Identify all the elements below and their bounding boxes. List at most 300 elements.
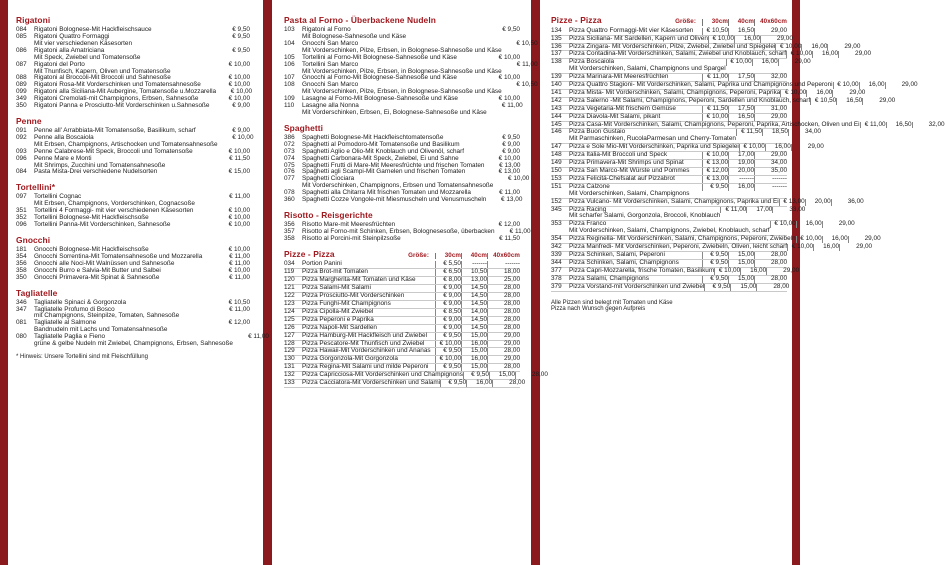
item-name xyxy=(34,307,214,321)
item-name xyxy=(569,268,714,275)
item-number: 081 xyxy=(16,319,27,327)
pizza-price: € 9,50 xyxy=(702,252,728,259)
item-description: Mit scharfer Salami, Gorgonzola, Broccoli, Knoblauch xyxy=(569,212,721,220)
item-number: 104 xyxy=(284,39,295,47)
item-number: 378 xyxy=(551,274,562,282)
item-number: 034 xyxy=(284,260,295,268)
item-number: 144 xyxy=(551,112,562,120)
item-price: € 11,50 xyxy=(229,154,250,162)
pizza-price: € 9,50 xyxy=(702,260,728,267)
pizza-price: 28,00 xyxy=(487,348,520,355)
item-name xyxy=(569,252,702,259)
pizza-price: 29,00 xyxy=(791,144,824,151)
pizza-price: 34,00 xyxy=(788,129,821,136)
menu-item xyxy=(284,102,523,117)
pizza-note-line: Pizza nach Wunsch gegen Aufpreis xyxy=(551,305,646,312)
menu-item xyxy=(16,307,250,321)
item-title: Pizza Mista- Mit Vorderschinken, Salami, Champignons, Peperoni, Paprika xyxy=(569,88,781,96)
item-title: Gnocchi Burro e Salvia-Mit Butter und Salbei xyxy=(34,266,161,274)
pizza-price: 14,50 xyxy=(461,293,487,300)
menu-item xyxy=(16,320,250,334)
item-name xyxy=(569,51,786,58)
item-number: 152 xyxy=(551,197,562,205)
item-number: 148 xyxy=(551,151,562,159)
pizza-item xyxy=(284,379,526,388)
item-price: € 9,50 xyxy=(232,26,250,34)
item-number: 108 xyxy=(284,81,295,89)
pizza-price: 14,50 xyxy=(461,285,487,292)
pizza-price: 29,00 xyxy=(754,114,787,121)
pizza-price: 16,00 xyxy=(812,51,838,58)
item-name xyxy=(34,103,214,110)
pizza-price: € 10,00 xyxy=(708,36,734,43)
item-description: Mit Bolognese-Sahnesoße und Käse xyxy=(302,32,407,40)
item-title: Spaghetti Aglio e Olio-Mit Knoblauch und Olivenöl, scharf xyxy=(302,147,464,155)
item-number: 103 xyxy=(284,26,295,34)
item-name xyxy=(302,293,435,300)
pizza-price: 28,00 xyxy=(515,372,548,379)
pizza-price: € 10,00 xyxy=(739,144,765,151)
pizza-note-line: Alle Pizzen sind belegt mit Tomaten und Käse xyxy=(551,299,673,306)
pizza-price: 16,00 xyxy=(461,356,487,363)
item-price: € 10,00 xyxy=(498,74,520,82)
item-price: € 11,00 xyxy=(229,305,250,313)
item-number: 143 xyxy=(551,104,562,112)
pizza-price: € 11,00 xyxy=(702,74,728,81)
pizza-price: 28,00 xyxy=(487,364,520,371)
item-name xyxy=(34,62,214,76)
pizza-price: € 10,00 xyxy=(780,90,806,97)
item-number: 151 xyxy=(551,182,562,190)
section-title: Rigatoni xyxy=(16,15,51,25)
item-number: 129 xyxy=(284,347,295,355)
center-left-stripe xyxy=(263,0,272,565)
item-number: 076 xyxy=(284,168,295,176)
item-title: Gnocchi Primavera-Mit Spinat & Sahnesoße xyxy=(34,273,160,281)
item-number: 105 xyxy=(284,53,295,61)
section-title: Spaghetti xyxy=(284,122,324,133)
pizza-price: € 13,00 xyxy=(702,160,728,167)
pizza-price: 14,50 xyxy=(461,317,487,324)
item-title: Pizza Capri-Mozzarella, frische Tomaten, Basilikum xyxy=(569,266,715,274)
pizza-price: € 10,00 xyxy=(775,44,801,51)
item-number: 109 xyxy=(284,95,295,103)
item-title: Penne Calabrese-Mit Speck, Broccoli und Tomatensoße xyxy=(34,147,193,155)
pizza-price: 28,00 xyxy=(756,284,789,291)
item-title: Pizza Gorgonzola-Mit Gorgonzola xyxy=(302,355,398,363)
item-price: € 11,00 xyxy=(509,227,531,235)
pizza-price: 28,00 xyxy=(487,301,520,308)
item-name xyxy=(302,285,435,292)
pizza-price: 15,00 xyxy=(728,260,754,267)
item-title: Rigatoni al Forno xyxy=(302,26,351,34)
item-name xyxy=(302,277,435,284)
pizza-price: ------- xyxy=(461,261,487,268)
pizza-price: € 6,50 xyxy=(435,269,461,276)
item-price: € 10,00 xyxy=(228,214,250,222)
footnote: * Hinweis: Unsere Tortellini sind mit Fleischfüllung xyxy=(16,354,148,361)
menu-item xyxy=(16,62,250,76)
item-title: Pizza Brot-mit Tomaten xyxy=(302,268,368,276)
item-number: 350 xyxy=(16,273,27,281)
pizza-price: 29,00 xyxy=(487,341,520,348)
pizza-price: 16,00 xyxy=(796,221,822,228)
item-description: Bandnudeln mit Lachs und Tomatensahnesoße xyxy=(34,326,168,334)
pizza-price: 28,00 xyxy=(487,309,520,316)
size-column: 30cm xyxy=(702,19,728,26)
pizza-price: 28,00 xyxy=(754,252,787,259)
pizza-price: 14,50 xyxy=(461,325,487,332)
item-title: Rigatoni Rosa-Mit Vorderschinken und Tomatensahnesoße xyxy=(34,81,201,89)
item-description: Mit Vorderschinken, Pilze, Erbsen, in Bolognese-Sahnesoße und Käse xyxy=(302,67,502,75)
item-number: 097 xyxy=(16,193,27,201)
item-title: Gnocchi Sorrentina-Mit Tomatensahnesoße und Mozzarella xyxy=(34,252,203,260)
menu-section xyxy=(16,15,253,110)
item-title: Rigatoni al Broccoli-Mit Broccoli und Sahnesoße xyxy=(34,74,171,82)
menu-item xyxy=(284,81,538,96)
item-number: 136 xyxy=(551,42,562,50)
item-number: 123 xyxy=(284,300,295,308)
item-title: Pizza Vorstand-mit Vorderschinken und Zwiebel xyxy=(569,282,705,290)
pizza-price: 18,50 xyxy=(762,129,788,136)
item-title: Portion Panini xyxy=(302,260,342,268)
item-number: 181 xyxy=(16,246,27,254)
item-title: Pizza Vegetaria-Mit frischem Gemüse xyxy=(569,104,676,112)
item-title: Rigatoni del Porto xyxy=(34,60,85,68)
size-column: 30cm xyxy=(435,253,461,260)
pizza-price: € 9,50 xyxy=(702,276,728,283)
item-name xyxy=(302,325,435,332)
item-name xyxy=(302,356,435,363)
item-title: Lasagne al Forno-Mit Bolognese-Sahnesoße und Käse xyxy=(302,95,458,103)
item-number: 130 xyxy=(284,355,295,363)
pizza-price: ------- xyxy=(754,184,787,191)
pizza-price: 16,00 xyxy=(859,82,885,89)
item-number: 075 xyxy=(284,161,295,169)
item-price: € 15,00 xyxy=(228,168,250,176)
item-price: € 9,50 xyxy=(502,26,520,34)
item-description: Mit Erbsen, Champignons, Vorderschinken, Cognacsoße xyxy=(34,200,195,208)
pizza-price: € 10,00 xyxy=(726,59,752,66)
item-number: 356 xyxy=(284,221,295,229)
pizza-price: 16,00 xyxy=(765,144,791,151)
item-number: 096 xyxy=(16,154,27,162)
menu-section xyxy=(284,122,530,204)
item-price: € 11,50 xyxy=(499,234,520,242)
item-title: Spaghetti Bolognese-Mit Hackfleischtomatensoße xyxy=(302,133,444,141)
item-name xyxy=(302,333,435,340)
item-title: Pizza Napoli-Mit Sardellen xyxy=(302,323,377,331)
menu-item xyxy=(16,34,250,48)
pizza-price: 15,00 xyxy=(461,348,487,355)
item-number: 099 xyxy=(16,88,27,96)
item-title: Pizza Schinken, Salami, Peperoni xyxy=(569,250,665,258)
pizza-price: 35,00 xyxy=(754,168,787,175)
menu-section xyxy=(16,236,250,282)
pizza-price: 33,00 xyxy=(772,207,805,214)
item-number: 140 xyxy=(551,81,562,89)
item-title: Tortellini San Marco xyxy=(302,60,359,68)
item-title: Penne Mare e Monti xyxy=(34,154,92,162)
item-title: Gnocchi Bolognese-Mit Hackfleischsoße xyxy=(34,246,149,254)
pizza-header xyxy=(284,250,520,260)
item-title: Rigatoni Cremolati-mit Champignons, Erbsen, Sahnesoße xyxy=(34,95,199,103)
section-title: Pasta al Forno - Überbackene Nudeln xyxy=(284,15,436,25)
item-name xyxy=(302,348,435,355)
pizza-price: ------- xyxy=(728,176,754,183)
item-price: € 9,00 xyxy=(232,127,250,135)
pizza-price: 16,50 xyxy=(886,122,912,129)
item-title: Spaghetti al Pomodoro-Mit Tomatensoße und Basilikum xyxy=(302,140,460,148)
item-number: 342 xyxy=(551,243,562,251)
pizza-price: 31,00 xyxy=(754,106,787,113)
pizza-price: 16,00 xyxy=(801,44,827,51)
pizza-price: 29,00 xyxy=(885,82,918,89)
item-number: 074 xyxy=(284,154,295,162)
size-header xyxy=(675,19,787,26)
pizza-price: € 9,50 xyxy=(440,380,466,387)
pizza-price: 19,00 xyxy=(728,160,754,167)
item-price: € 11,00 xyxy=(229,193,250,201)
item-number: 377 xyxy=(551,266,562,274)
item-title: Risotto al Forno-mit Schinken, Erbsen, Bolognesesoße, überbacken xyxy=(302,227,495,235)
item-title: Gnocchi alle Noci-Mit Walnüssen und Sahnesoße xyxy=(34,259,175,267)
size-column: 40cm xyxy=(728,19,754,26)
pizza-price: 28,00 xyxy=(754,276,787,283)
section-title: Risotto - Reisgerichte xyxy=(284,210,373,220)
item-name xyxy=(302,341,435,348)
menu-item xyxy=(16,103,250,110)
item-name xyxy=(34,334,233,348)
item-title: Pizza San Marco-Mit Würste und Pommes xyxy=(569,167,690,174)
item-name xyxy=(302,103,487,117)
item-title: Risotto al Porcini-mit Steinpilzsoße xyxy=(302,234,401,242)
pizza-item xyxy=(551,205,806,222)
pizza-price: 16,00 xyxy=(752,59,778,66)
menu-item xyxy=(16,48,250,62)
item-price: € 11,00 xyxy=(516,60,538,68)
pizza-price: € 9,00 xyxy=(435,293,461,300)
section-title: Tagliatelle xyxy=(16,287,58,298)
item-number: 146 xyxy=(551,128,562,136)
item-title: Pizza Siciliana- Mit Sardellen, Kapern und Oliven xyxy=(569,34,708,42)
item-name xyxy=(569,36,708,43)
item-price: € 10,00 xyxy=(228,246,250,254)
pizza-price: € 10,00 xyxy=(714,268,740,275)
item-title: Gnocchi al Forno-Mit Bolognese-Sahnesoße und Käse xyxy=(302,74,457,82)
pizza-price: € 9,50 xyxy=(702,184,728,191)
item-name xyxy=(302,27,484,41)
item-title: Rigatoni alla Amatriciana xyxy=(34,46,105,54)
item-price: € 9,00 xyxy=(502,147,520,155)
item-title: Pizza Reginella- Mit Vorderschinken, Salami, Champignons, Peperoni, Zwiebeln xyxy=(569,235,796,243)
item-name xyxy=(302,176,493,190)
item-name xyxy=(34,34,214,48)
item-price: € 10,00 xyxy=(498,95,520,103)
item-name xyxy=(34,275,214,282)
item-name xyxy=(34,169,214,176)
pizza-price: € 10,00 xyxy=(435,356,461,363)
item-title: Penne all' Arrabbiata-Mit Tomatensoße, Basilikum, scharf xyxy=(34,127,196,135)
item-price: € 10,00 xyxy=(228,221,250,229)
item-description: Mit Vorderschinken, Pilze, Erbsen, in Bolognese-Sahnesoße und Käse xyxy=(302,46,502,54)
item-title: Pizza Prosciutto-Mit Vorderschinken xyxy=(302,292,405,300)
pizza-price: 17,50 xyxy=(728,106,754,113)
menu-item xyxy=(284,175,530,190)
pizza-price: € 11,00 xyxy=(860,122,886,129)
pizza-item xyxy=(551,184,787,199)
item-number: 119 xyxy=(284,268,295,276)
pizza-price: 28,00 xyxy=(492,380,525,387)
item-title: Tortellini al Forno-Mit Bolognese-Sahnesoße und Käse xyxy=(302,53,457,61)
menu-item xyxy=(16,156,250,170)
pizza-price: 16,00 xyxy=(806,90,832,97)
item-name xyxy=(569,106,702,113)
item-number: 142 xyxy=(551,96,562,104)
pizza-price: 29,00 xyxy=(822,221,855,228)
item-name xyxy=(569,114,702,121)
item-title: Spaghetti alla Chitarra Mit frischen Tomaten und Mozzarella xyxy=(302,189,471,197)
item-name xyxy=(34,194,214,208)
item-title: Pizza Quattro Formaggi-Mit vier Käsesorten xyxy=(569,26,694,34)
menu-section xyxy=(16,115,254,176)
item-price: € 13,00 xyxy=(498,168,520,176)
pizza-price: 29,00 xyxy=(778,59,811,66)
item-name xyxy=(302,197,486,204)
item-title: Tagliatelle al Salmone xyxy=(34,319,97,327)
pizza-price: 15,00 xyxy=(461,333,487,340)
section-title: Gnocchi xyxy=(16,234,51,245)
size-label: Größe: xyxy=(408,251,429,259)
item-price: € 13,00 xyxy=(501,196,523,204)
item-name xyxy=(569,144,739,151)
item-name xyxy=(302,301,435,308)
item-name xyxy=(569,176,702,183)
item-description: Mit Vorderschinken, Salami, Champignons, Zwiebel, Knoblauch, scharf xyxy=(569,227,770,235)
pizza-price: 20,00 xyxy=(728,168,754,175)
pizza-price: € 11,50 xyxy=(736,129,762,136)
menu-item xyxy=(284,60,538,76)
item-price: € 10,00 xyxy=(228,147,250,155)
menu-item xyxy=(16,275,250,282)
item-price: € 10,50 xyxy=(516,81,538,89)
pizza-price: 32,00 xyxy=(754,74,787,81)
item-number: 344 xyxy=(551,258,562,266)
item-price: € 11,00 xyxy=(499,189,520,197)
item-number: 351 xyxy=(16,207,27,215)
item-price: € 11,00 xyxy=(229,273,250,281)
pizza-price: 28,00 xyxy=(487,325,520,332)
item-number: 096 xyxy=(16,221,27,229)
item-title: Tortellini Panna-Mit Vorderschinken, Sahnesoße xyxy=(34,221,171,229)
item-number: 352 xyxy=(16,214,27,222)
pizza-price: 16,00 xyxy=(822,236,848,243)
item-title: Pizza Pescatore-Mit Thunfisch und Zwiebel xyxy=(302,339,425,347)
size-column: 40cm xyxy=(461,253,487,260)
menu-item xyxy=(284,39,538,55)
pizza-price: € 10,00 xyxy=(786,51,812,58)
pizza-price: 13,00 xyxy=(461,277,487,284)
item-price: € 10,00 xyxy=(498,53,520,61)
item-description: Mit Thunfisch, Kapern, Oliven und Tomatensoße xyxy=(34,67,171,75)
pizza-item xyxy=(551,128,821,144)
item-name xyxy=(569,244,787,251)
item-number: 077 xyxy=(284,175,295,183)
item-name xyxy=(302,309,435,316)
item-title: Pizza Capricciosa-Mit Vorderschinken und Champignons xyxy=(302,371,463,379)
pizza-price: 17,00 xyxy=(728,152,754,159)
menu-section xyxy=(284,210,531,243)
item-description: Mit Parmaschinken, RucolaParmesan und Cherry-Tomaten xyxy=(569,135,736,143)
item-number: 153 xyxy=(551,174,562,182)
pizza-price: 15,00 xyxy=(730,284,756,291)
pizza-price: 18,00 xyxy=(487,269,520,276)
item-name xyxy=(302,261,435,268)
item-number: 149 xyxy=(551,159,562,167)
item-description: Mit Shrimps, Zucchini und Tomatensahnesoße xyxy=(34,161,166,169)
item-price: € 10,00 xyxy=(228,74,250,82)
pizza-price: 16,50 xyxy=(728,114,754,121)
item-price: € 10,00 xyxy=(228,81,250,89)
item-title: Pizza Marinara-Mit Meeresfrüchten xyxy=(569,73,669,81)
item-name xyxy=(569,152,702,159)
item-number: 386 xyxy=(284,133,295,141)
item-number: 080 xyxy=(16,333,27,341)
menu-item xyxy=(16,222,250,229)
item-number: 354 xyxy=(551,235,562,243)
item-name xyxy=(569,122,860,129)
pizza-section xyxy=(551,15,945,292)
item-name xyxy=(569,184,702,198)
menu-column-3 xyxy=(551,8,945,312)
menu-section xyxy=(16,183,250,229)
item-title: Pizza Boscaiola xyxy=(569,58,615,66)
item-number: 138 xyxy=(551,58,562,66)
pizza-price: 16,00 xyxy=(734,36,760,43)
item-description: Mit Vorderschinken, Salami, Champignons xyxy=(569,189,690,197)
item-title: Penne alla Boscaiola xyxy=(34,133,94,141)
pizza-price: € 13,00 xyxy=(702,176,728,183)
item-description: Mit Vorderschinken, Champignons, Erbsen und Tomatensahnesoße xyxy=(302,182,494,190)
pizza-price: 29,00 xyxy=(760,36,793,43)
pizza-price: € 9,00 xyxy=(435,285,461,292)
item-price: € 12,00 xyxy=(228,319,250,327)
item-name xyxy=(569,168,702,175)
pizza-price: € 9,50 xyxy=(704,284,730,291)
menu-item xyxy=(284,196,523,204)
pizza-price: 16,00 xyxy=(461,341,487,348)
item-name xyxy=(569,98,810,105)
item-description: Mit Vorderschinken, Erbsen, Ei, Bolognese-Sahnesoße und Käse xyxy=(302,108,487,116)
menu-item xyxy=(16,133,254,149)
pizza-price: € 5,50 xyxy=(435,261,461,268)
item-name xyxy=(302,82,502,96)
menu-item xyxy=(16,169,250,176)
item-price: € 9,50 xyxy=(232,32,250,40)
item-title: Tortellini 4 Formaggi- mit vier verschiedenen Käsesorten xyxy=(34,207,194,215)
item-price: € 9,50 xyxy=(502,133,520,141)
pizza-price: 29,00 xyxy=(487,333,520,340)
item-title: Spaghetti Ciociara xyxy=(302,175,355,183)
item-title: Spaghetti Cozze Vongole-mit Miesmuscheln und Venusmuscheln xyxy=(302,196,487,204)
item-title: Pizza Contadina-Mit Vorderschinken, Salami, Zwiebel und Knoblauch, scharf xyxy=(569,50,787,58)
pizza-price: € 9,50 xyxy=(435,333,461,340)
item-number: 087 xyxy=(16,60,27,68)
item-description: mit Champignons, Steinpilze, Tomaten, Sahnesoße xyxy=(34,312,180,320)
pizza-price: 17,50 xyxy=(728,74,754,81)
section-title: Pizze - Pizza xyxy=(551,15,602,25)
pizza-price: 20,00 xyxy=(805,199,831,206)
